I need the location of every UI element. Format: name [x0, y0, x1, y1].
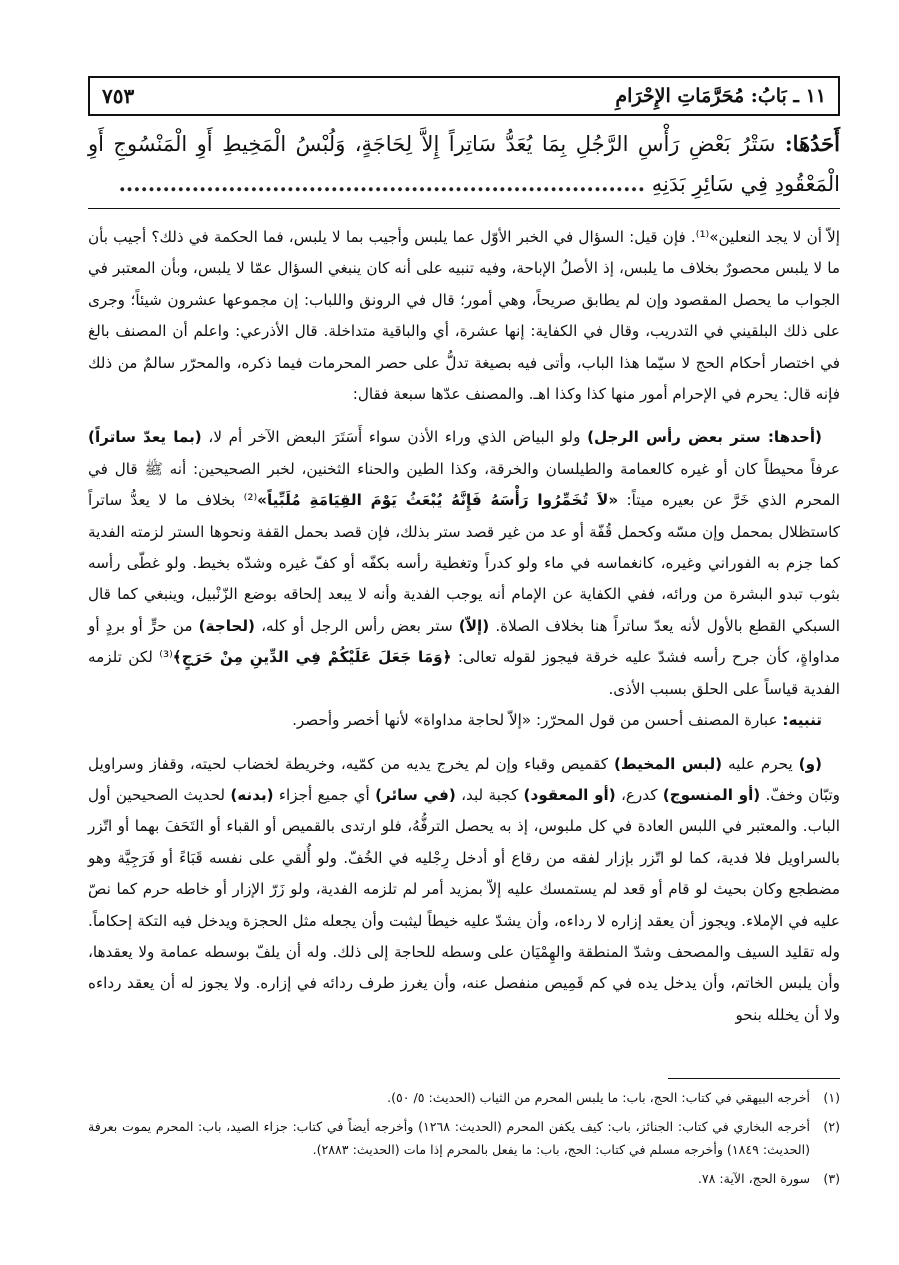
bold-phrase: (أو المنسوج) — [662, 785, 761, 804]
commentary — [88, 222, 840, 1031]
text-run: عبارة المصنف أحسن من قول المحرّر: «إلاّ لحاجة مداواة» لأنها أخصر وأحصر. — [292, 711, 783, 730]
quran-quote: ﴿وَمَا جَعَلَ عَلَيْكُمْ فِي الدِّينِ مِنْ حَرَجٍ﴾ — [172, 648, 452, 667]
text-run: من حرٍّ أو بردٍ أو مداواةٍ، كأن جرح رأسه فشدّ عليه خرقة فيجوز لقوله تعالى: — [88, 616, 841, 667]
footnote — [88, 1086, 840, 1109]
footnote-text: أخرجه البخاري في كتاب: الجنائز، باب: كيف يكفن المحرم (الحديث: ١٢٦٨) وأخرجه أيضاً في كتاب: جزاء الصيد، باب: المحرم يموت بعرفة (الحديث: ١٨٤٩) وأخرجه مسلم في كتاب: الحج، باب: ما يفعل بالمحرم إذا مات (الحديث: ٢٨٨٣). — [88, 1119, 810, 1157]
footnote-text: سورة الحج، الآية: ٧٨. — [697, 1171, 810, 1186]
bold-phrase: (أحدها: ستر بعض رأس الرجل) — [587, 428, 822, 447]
bold-phrase: (بما يعدّ ساتراً) — [88, 428, 202, 447]
text-run: كدرع، — [615, 785, 663, 804]
bold-phrase: (لحاجة) — [198, 616, 255, 635]
bold-phrase: (و) — [798, 754, 822, 773]
matn-divider — [88, 208, 840, 209]
footnote-number: (٣) — [823, 1171, 840, 1186]
text-run: لحديث الصحيحين أول الباب. والمعتبر في اللبس العادة في كل ملبوس، إذ به يحصل الترفُّهُ، فلو ارتدى بالقميص أو القباء أو التَحَفَ بهما أو اتّزر بالسراويل فلا فدية، كما لو اتّزر بإزار لفقه من رقاع أو أدخل رِجْليه في الخُفّ. ولو أُلقي على نفسه قَبَاءً أو فَرَجِيَّة وهو مضطجع وكان بحيث لو قام أو قعد لم يستمسك عليه إلاّ بمزيد أمر لم تلزمه الفدية، ولو زَرّ الإزار أو خاطه حرم كما نصّ عليه في الإملاء. ويجوز أن يعقد إزاره لا رداءه، وأن يشدّ عليه خيطاً ليثبت وأن يجعله مثل الحجزة ويدخل فيه التكة إحكاماً. وله تقليد السيف والمصحف وشدّ المنطقة والهِمْيَان على وسطه للحاجة إلى ذلك. وله أن يلفّ بوسطه عمامة ولا يعقدها، وأن يلبس الخاتم، وأن يدخل يده في كم قَمِيص منفصل عنه، وأن يغرز طرف ردائه في إزاره. ولا يجوز له أن يعقد رداءه ولا أن يخلله بنحو — [88, 785, 840, 1024]
footnotes — [88, 1086, 840, 1196]
text-run: ستر بعض رأس الرجل أو كله، — [254, 616, 459, 635]
text-run: ⁽³⁾ لكن تلزمه الفدية قياساً على الحلق بسبب الأذى. — [88, 648, 840, 698]
matn-text — [88, 124, 840, 204]
paragraph-4 — [88, 749, 840, 1032]
footnote — [88, 1115, 840, 1161]
footnote-text: أخرجه البيهقي في كتاب: الحج، باب: ما يلبس المحرم من الثياب (الحديث: ٥/ ٥٠). — [387, 1090, 810, 1105]
chapter-title: ١١ ـ بَابُ: مُحَرَّمَاتِ الإِحْرَامِ — [615, 85, 826, 107]
note-paragraph — [88, 705, 840, 736]
text-run: أي جميع أجزاء — [273, 785, 376, 804]
footnote-divider — [668, 1078, 840, 1079]
text-run: عرفاً محيطاً كان أو غيره كالعمامة والطيلسان والخرقة، وكذا الطين والحناء الثخنين، لخبر الصحيحين: أنه ﷺ قال في المحرم الذي خَرَّ عن بعيره ميتاً: — [88, 459, 840, 510]
matn-lead: أَحَدُهَا: — [784, 131, 840, 156]
text-run: يحرم عليه — [722, 754, 799, 773]
text-run: ⁽²⁾ بخلاف ما لا يعدُّ ساتراً كاستظلال بمحمل وإن مسّه وكحمل قُفّة أو عد من غير قصد ستر بذلك، فإن قصد بحمل القفة ونحوها الستر لزمته الفدية كما جزم به الفوراني وغيره، كانغماسه في ماء ولو كدراً وتغطية رأسه بكفّه أو كفّ غيره وشدّه بخيط. ولو غطّى رأسه بثوب تبدو البشرة من ورائه، ففي الكفاية عن الإمام أنه يوجب الفدية وأنه لا يبعد إلحاقه بوضع الزّنْبيل، وينبغي كما قال السبكي القطع بالأول لأنه يعدّ ساتراً هنا بخلاف الصلاة. — [88, 491, 840, 635]
book-page — [88, 76, 840, 1216]
text-run: كقميص وقباء وإن لم يخرج يديه من كمّيه، وخريطة لخضاب لحيته، وقفاز وسراويل وتبّان وخفّ. — [88, 754, 841, 804]
footnote-number: (١) — [823, 1090, 840, 1105]
bold-phrase: (أو المعقود) — [523, 785, 616, 804]
paragraph-1: إلاّ أن لا يجد النعلين»⁽¹⁾. فإن قيل: السؤال في الخبر الأوّل عما يلبس وأجيب بما لا يلبس، فما الحكمة في ذلك؟ أجيب بأن ما لا يلبس محصورٌ بخلاف ما يلبس، إذ الأصلُ الإباحة، وفيه تنبيه على أنه كان ينبغي السؤال عمّا لا يلبس، وبأن المعتبر في الجواب ما يحصل المقصود وإن لم يطابق صريحاً، وهي أمور؛ قال في الرونق واللباب: إن مجموعها عشرون شيئاً؛ وجرى على ذلك البلقيني في التدريب، وقال في الكفاية: إنها عشرة، أي والباقية متداخلة. قال الأذرعي: واعلم أن المصنف بالغ في اختصار أحكام الحج لا سيّما هذا الباب، وأتى فيه بصيغة تدلُّ على حصر المحرمات فيما ذكره، والمحرّر سالمٌ من ذلك فإنه قال: يحرم في الإحرام أمور منها كذا وكذا اهـ. والمصنف عدّها سبعة فقال: — [88, 228, 840, 404]
footnote-number: (٢) — [823, 1119, 840, 1134]
note-label: تنبيه: — [782, 711, 822, 730]
text-run: ولو البياض الذي وراء الأذن سواء أَسَتَرَ البعض الآخر أم لا، — [201, 428, 588, 447]
hadith-quote: «لاَ تُخَمِّرُوا رَأْسَهُ فَإِنَّهُ يُبْعَثُ يَوْمَ القِيَامَةِ مُلَبِّياً» — [257, 491, 619, 510]
text-run: كجبة لبد، — [455, 785, 524, 804]
bold-phrase: (بدنه) — [230, 785, 274, 804]
matn-body: سَتْرُ بَعْضِ رَأْسِ الرَّجُلِ بِمَا يُعَدُّ سَاتِراً إِلاَّ لِحَاجَةٍ، وَلُبْسُ الْمَخِيطِ أَوِ الْمَنْسُوجِ أَوِ الْمَعْقُودِ فِي سَائِرِ بَدَنِهِ — [88, 132, 840, 196]
paragraph-2 — [88, 422, 840, 705]
page-number: ٧٥٣ — [102, 84, 135, 108]
running-header — [88, 76, 840, 116]
bold-phrase: (إلاّ) — [458, 616, 490, 635]
bold-phrase: (في سائر) — [375, 785, 456, 804]
bold-phrase: (لبس المخيط) — [613, 754, 723, 773]
matn-dots: ........................................................................ — [118, 171, 646, 196]
footnote — [88, 1167, 840, 1190]
